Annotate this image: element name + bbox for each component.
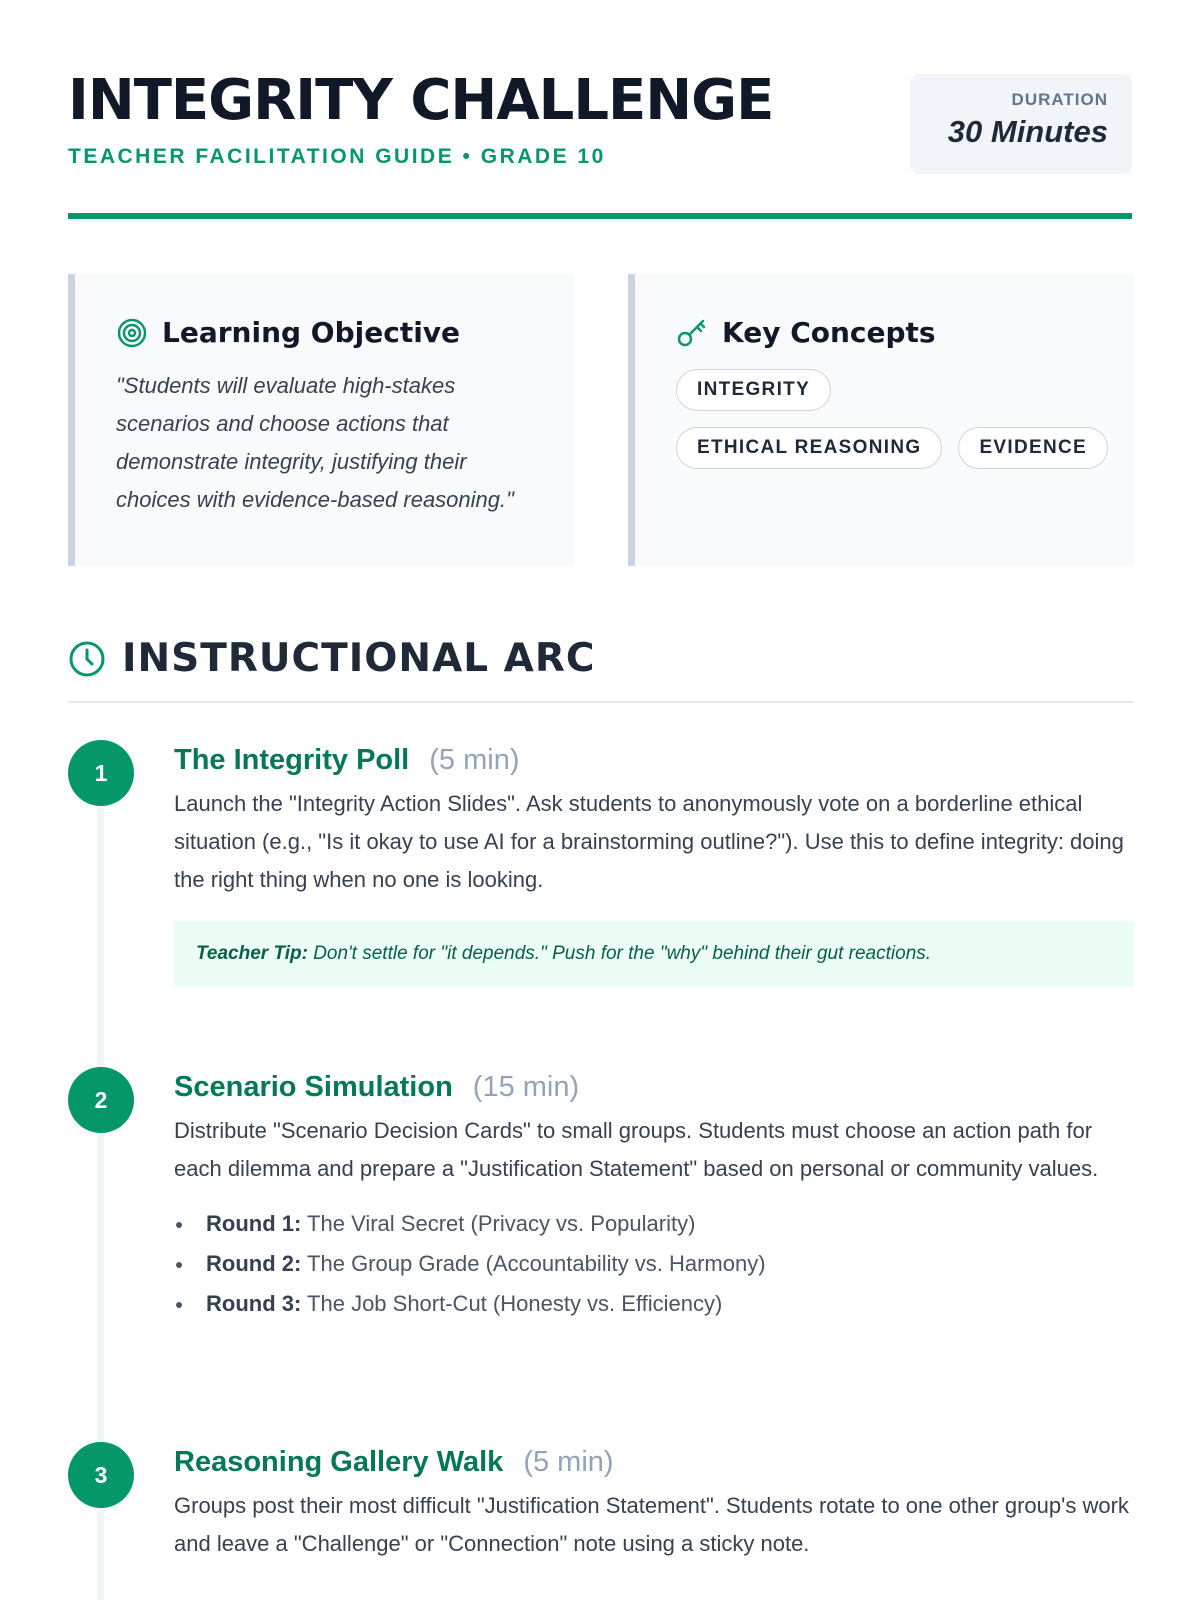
duration-box: [910, 74, 1132, 174]
clock-icon: [68, 640, 106, 678]
step-title: Scenario Simulation: [174, 1071, 453, 1103]
arc-divider: [68, 701, 1134, 703]
learning-objective-title: Learning Objective: [162, 316, 461, 349]
step-title: Reasoning Gallery Walk: [174, 1446, 504, 1478]
round-item: [174, 1244, 1134, 1284]
step-duration: (5 min): [429, 744, 520, 776]
step-title: The Integrity Poll: [174, 744, 410, 776]
key-icon: [676, 317, 708, 349]
step-description: Launch the "Integrity Action Slides". Ask students to anonymously vote on a borderline ethical situation (e.g., "Is it okay to use AI for a brainstorming outline?"). Use this to define integrity: doing the right thing when no one is looking.: [174, 791, 1124, 892]
round-list: [174, 1204, 1134, 1324]
step-number-badge: 3: [68, 1442, 134, 1508]
page-header: [68, 0, 1132, 218]
teacher-tip-label: Teacher Tip:: [196, 943, 308, 964]
teacher-tip-text: Don't settle for "it depends." Push for the "why" behind their gut reactions.: [313, 943, 932, 964]
instructional-arc-heading: [68, 636, 596, 681]
instructional-arc-title: INSTRUCTIONAL ARC: [122, 636, 596, 681]
timeline-connector: [97, 1133, 104, 1487]
step-duration: (15 min): [472, 1071, 580, 1103]
timeline-connector: [97, 1508, 104, 1600]
duration-label: DURATION: [1011, 90, 1108, 109]
round-item: [174, 1204, 1134, 1244]
round-label: Round 2:: [206, 1251, 302, 1276]
concept-tag-ethical-reasoning: ETHICAL REASONING: [676, 427, 942, 469]
learning-objective-heading: [116, 316, 538, 349]
key-concepts-title: Key Concepts: [722, 316, 936, 349]
header-divider: [68, 213, 1132, 219]
step-number-badge: 1: [68, 740, 134, 806]
teacher-tip: [174, 921, 1134, 987]
step-description: Distribute "Scenario Decision Cards" to small groups. Students must choose an action path for each dilemma and prepare a "Justification Statement" based on personal or community values.: [174, 1118, 1099, 1181]
duration-value: 30 Minutes: [947, 114, 1108, 149]
concept-tags: [676, 369, 1098, 469]
step-duration: (5 min): [523, 1446, 614, 1478]
concept-tag-evidence: EVIDENCE: [958, 427, 1108, 469]
round-text: The Viral Secret (Privacy vs. Popularity): [307, 1211, 696, 1236]
overview-cards: [68, 274, 1134, 566]
page-subtitle: TEACHER FACILITATION GUIDE • GRADE 10: [68, 145, 606, 168]
round-text: The Group Grade (Accountability vs. Harmony): [307, 1251, 766, 1276]
concept-tag-integrity: INTEGRITY: [676, 369, 831, 411]
round-text: The Job Short-Cut (Honesty vs. Efficiency): [307, 1291, 723, 1316]
key-concepts-card: [628, 274, 1134, 566]
learning-objective-text: "Students will evaluate high-stakes scenarios and choose actions that demonstrate integrity, justifying their choices with evidence-based reasoning.": [116, 373, 514, 512]
key-concepts-heading: [676, 316, 1098, 349]
round-item: [174, 1284, 1134, 1324]
round-label: Round 3:: [206, 1291, 302, 1316]
page-title: INTEGRITY CHALLENGE: [68, 68, 774, 133]
target-icon: [116, 317, 148, 349]
step-description: Groups post their most difficult "Justification Statement". Students rotate to one other group's work and leave a "Challenge" or "Connection" note using a sticky note.: [174, 1493, 1129, 1556]
step-number-badge: 2: [68, 1067, 134, 1133]
round-label: Round 1:: [206, 1211, 302, 1236]
learning-objective-card: [68, 274, 574, 566]
